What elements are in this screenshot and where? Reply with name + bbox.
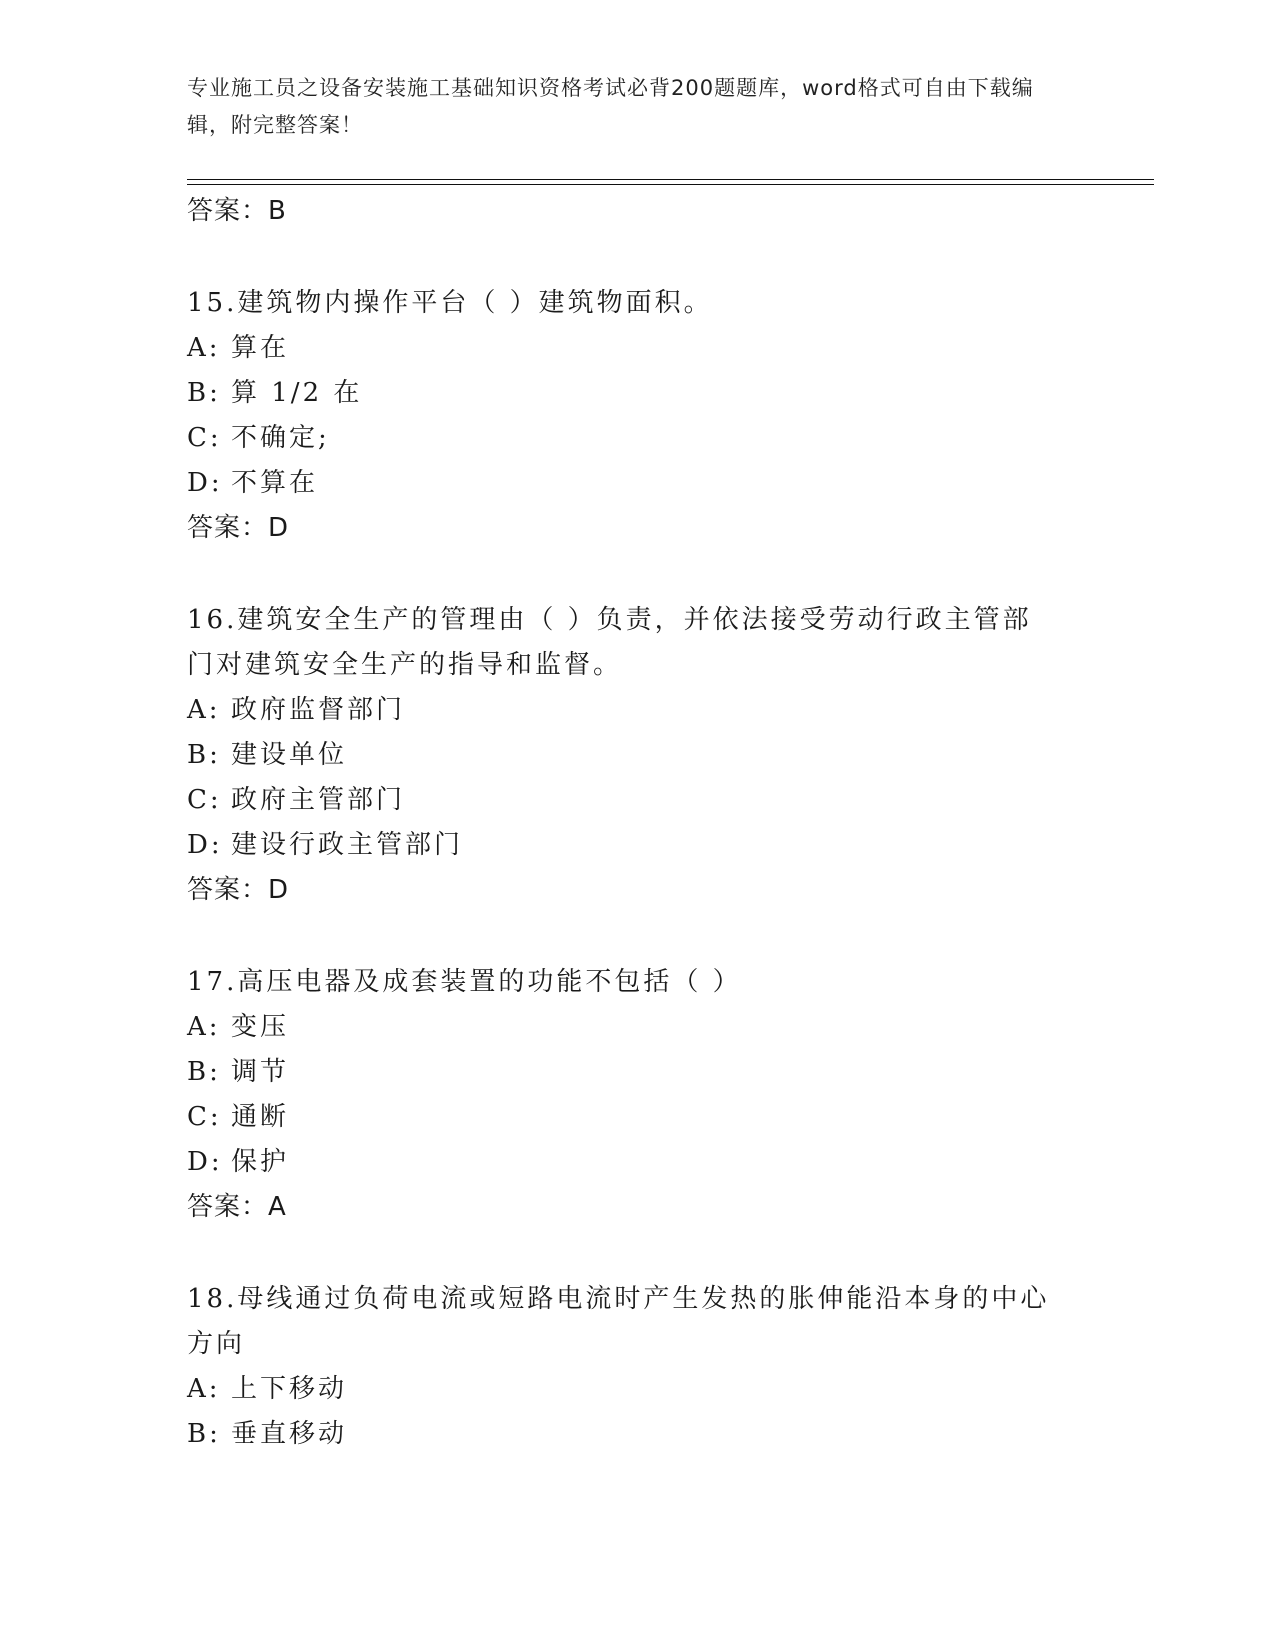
- answer-line: 答案：D: [187, 513, 290, 543]
- option-b: [187, 733, 1087, 778]
- question-text: 16.建筑安全生产的管理由（ ）负责，并依法接受劳动行政主管部门对建筑安全生产的指导和监督。: [187, 605, 1032, 680]
- option-b: [187, 1412, 1087, 1457]
- option-letter: C:: [187, 1102, 222, 1132]
- option-d: [187, 461, 1087, 506]
- option-a: [187, 688, 1087, 733]
- option-text: 不算在: [231, 468, 319, 498]
- option-text: 算在: [231, 333, 290, 363]
- option-letter: D:: [187, 830, 223, 860]
- option-b: [187, 1050, 1087, 1095]
- option-letter: B:: [187, 378, 221, 408]
- option-d: [187, 1140, 1087, 1185]
- option-a: [187, 1005, 1087, 1050]
- question-text: 15.建筑物内操作平台（ ）建筑物面积。: [187, 288, 713, 318]
- option-letter: B:: [187, 1419, 221, 1449]
- option-text: 政府主管部门: [231, 785, 406, 815]
- header-rule-top: [187, 179, 1154, 180]
- option-a: [187, 326, 1087, 371]
- option-text: 算 1/2 在: [231, 378, 363, 408]
- option-text: 垂直移动: [231, 1419, 348, 1449]
- question-block: [187, 960, 1087, 1230]
- option-c: [187, 778, 1087, 823]
- answer-line: 答案：B: [187, 196, 287, 226]
- question-block: [187, 598, 1087, 913]
- option-letter: A:: [187, 695, 221, 725]
- option-text: 变压: [231, 1012, 290, 1042]
- option-c: [187, 1095, 1087, 1140]
- option-text: 政府监督部门: [231, 695, 406, 725]
- header-rule-bottom: [187, 184, 1154, 185]
- option-c: [187, 416, 1087, 461]
- option-text: 保护: [231, 1147, 290, 1177]
- option-text: 不确定;: [231, 423, 330, 453]
- question-text: 17.高压电器及成套装置的功能不包括（ ）: [187, 967, 742, 997]
- option-text: 通断: [231, 1102, 290, 1132]
- option-letter: A:: [187, 1374, 221, 1404]
- answer-line: 答案：A: [187, 1192, 287, 1222]
- page-header: 专业施工员之设备安装施工基础知识资格考试必背200题题库，word格式可自由下载编辑，附完整答案！: [187, 76, 1034, 137]
- option-text: 上下移动: [231, 1374, 348, 1404]
- option-a: [187, 1367, 1087, 1412]
- option-letter: C:: [187, 423, 222, 453]
- option-text: 建设单位: [231, 740, 348, 770]
- option-text: 调节: [231, 1057, 290, 1087]
- answer-line: 答案：D: [187, 875, 290, 905]
- option-letter: A:: [187, 1012, 221, 1042]
- question-block: [187, 1277, 1087, 1457]
- question-text: 18.母线通过负荷电流或短路电流时产生发热的胀伸能沿本身的中心方向: [187, 1284, 1050, 1359]
- option-letter: C:: [187, 785, 222, 815]
- option-letter: D:: [187, 468, 223, 498]
- option-d: [187, 823, 1087, 868]
- question-list: [187, 189, 1087, 1457]
- option-text: 建设行政主管部门: [231, 830, 464, 860]
- option-letter: A:: [187, 333, 221, 363]
- option-letter: B:: [187, 1057, 221, 1087]
- option-letter: B:: [187, 740, 221, 770]
- option-b: [187, 371, 1087, 416]
- option-letter: D:: [187, 1147, 223, 1177]
- question-block: [187, 281, 1087, 551]
